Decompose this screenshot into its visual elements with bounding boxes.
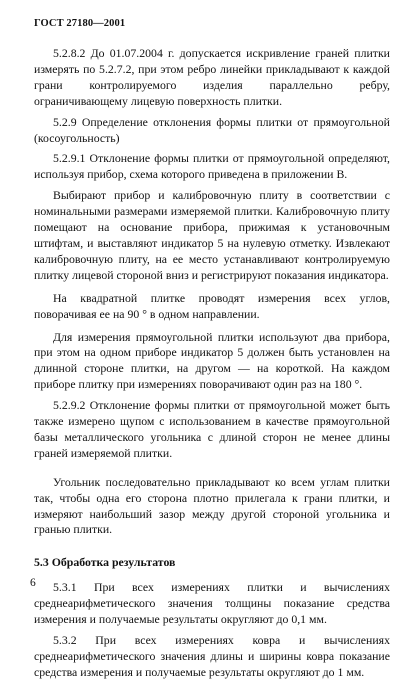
paragraph-5-3-1: 5.3.1 При всех измерениях плитки и вычислениях среднеарифметического значения толщины показание средства измерения и получаемые результаты округляют до 0,1 мм.	[34, 580, 390, 627]
paragraph-square-tool: Угольник последовательно прикладывают ко всем углам плитки так, чтобы одна его сторона плотно прилегала к грани плитки, и измеряют наибольший зазор между другой стороной угольника и гранью плитки.	[34, 474, 390, 537]
paragraph-device-selection: Выбирают прибор и калибровочную плиту в соответствии с номинальными размерами измеряемой плитки. Калибровочную плиту помещают на основание прибора, прижимая к установочным штифтам, и выставляют индикатор 5 на нулевую отметку. Извлекают калибровочную плиту, на ее место устанавливают контролируемую плитку лицевой стороной вниз и регистрируют показания индикатора.	[34, 188, 390, 282]
page-body	[34, 46, 390, 681]
paragraph-5-2-9: 5.2.9 Определение отклонения формы плитки от прямоугольной (косоугольность)	[34, 114, 390, 145]
paragraph-5-2-8-2: 5.2.8.2 До 01.07.2004 г. допускается искривление граней плитки измерять по 5.2.7.2, при этом ребро линейки прикладывают к каждой грани контролируемого изделия параллельно ребру, ограничивающему лицевую поверхность плитки.	[34, 46, 390, 108]
section-heading-5-3: 5.3 Обработка результатов	[34, 555, 176, 570]
standard-header: ГОСТ 27180—2001	[34, 18, 126, 29]
paragraph-5-2-9-1: 5.2.9.1 Отклонение формы плитки от прямоугольной определяют, используя прибор, схема которого приведена в приложении В.	[34, 151, 390, 182]
page-number: 6	[30, 577, 36, 589]
paragraph-5-3-2: 5.3.2 При всех измерениях ковра и вычислениях среднеарифметического значения длины и ширины ковра показание средства измерения и получаемые результаты округляют до 1 мм.	[34, 633, 390, 679]
paragraph-square-tile: На квадратной плитке проводят измерения всех углов, поворачивая ее на 90 ° в одном направлении.	[34, 290, 390, 321]
paragraph-rectangular-tile: Для измерения прямоугольной плитки используют два прибора, при этом на одном приборе индикатор 5 должен быть установлен на длинной стороне плитки, на другом — на короткой. На каждом приборе плитку при измерениях поворачивают один раз на 180 °.	[34, 329, 390, 392]
paragraph-5-2-9-2: 5.2.9.2 Отклонение формы плитки от прямоугольной может быть также измерено щупом с использованием в качестве прямоугольной базы металлического угольника с длиной сторон не менее длины граней измеряемой плитки.	[34, 398, 390, 460]
